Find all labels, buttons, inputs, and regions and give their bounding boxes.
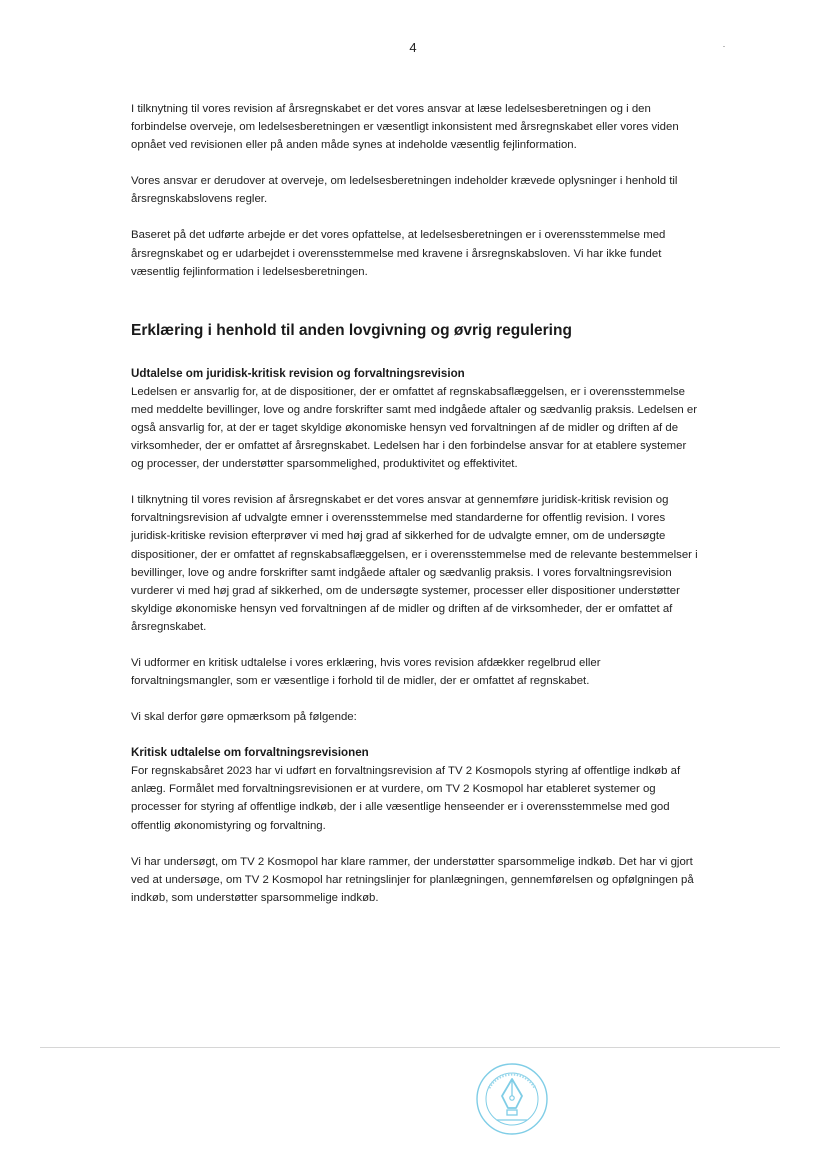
paragraph: Vi skal derfor gøre opmærksom på følgende: [131, 711, 357, 724]
paragraph: Vi udformer en kritisk udtalelse i vores erklæring, hvis vores revision afdækker regelbrud eller forvaltningsmangler, som er væsentlige i forhold til de midler, der er omfattet af regnskabet. [131, 656, 601, 688]
paragraph: I tilknytning til vores revision af årsregnskabet er det vores ansvar at læse ledelsesberetningen og i den forbindelse overveje, om ledelsesberetningen er væsentligt inkonsistent med årsregnskabet eller vores viden opnået ved revisionen eller på anden måde synes at indeholde væsentlig fejlinformation. [131, 103, 679, 152]
footer-divider [40, 1047, 780, 1048]
paragraph: For regnskabsåret 2023 har vi udført en forvaltningsrevision af TV 2 Kosmopols styring af offentlige indkøb af anlæg. Formålet med forvaltningsrevisionen er at vurdere, om TV 2 Kosmopol har etableret systemer og processer for styring af offentlige indkøb, der i alle væsentlige henseender er i overensstemmelse med god offentlig økonomistyring og forvaltning. [131, 765, 681, 832]
scan-speck [723, 46, 725, 47]
paragraph: I tilknytning til vores revision af årsregnskabet er det vores ansvar at gennemføre juridisk-kritisk revision og forvaltningsrevision af udvalgte emner i overensstemmelse med standarderne for offentlig revision. I vores juridisk-kritiske revision efterprøver vi med høj grad af sikkerhed for de udvalgte emner, om de undersøgte dispositioner, der er omfattet af regnskabsaflæggelsen, er i overensstemmelse med de relevante bestemmelser i bevillinger, love og andre forskrifter samt indgåede aftaler og sædvanlig praksis. I vores forvaltningsrevision vurderer vi med høj grad af sikkerhed, om de undersøgte systemer, processer eller dispositioner understøtter skyldige økonomiske hensyn ved forvaltningen af de midler og driften af de virksomheder, der er omfattet af årsregnskabet. [131, 494, 698, 633]
subheading: Kritisk udtalelse om forvaltningsrevisionen [131, 746, 369, 760]
page-number: 4 [409, 40, 417, 55]
subheading: Udtalelse om juridisk-kritisk revision og forvaltningsrevision [131, 366, 465, 380]
paragraph: Vi har undersøgt, om TV 2 Kosmopol har klare rammer, der understøtter sparsommelige indkøb. Det har vi gjort ved at undersøge, om TV 2 Kosmopol har retningslinjer for planlægningen, gennemførelsen og opfølgningen på indkøb, som understøtter sparsommelige indkøb. [131, 855, 694, 904]
paragraph: Ledelsen er ansvarlig for, at de dispositioner, der er omfattet af regnskabsaflæggelsen, er i overensstemmelse med meddelte bevillinger, love og andre forskrifter samt med indgåede aftaler og sædvanlig praksis. Ledelsen er også ansvarlig for, at der er taget skyldige økonomiske hensyn ved forvaltningen af de midler og driften af de virksomheder, der er omfattet af årsregnskabet. Ledelsen har i den forbindelse ansvar for at etablere systemer og processer, der understøtter sparsommelighed, produktivitet og effektivitet. [131, 385, 698, 471]
section-heading: Erklæring i henhold til anden lovgivning og øvrig regulering [131, 321, 572, 339]
certification-seal-icon [475, 1062, 549, 1136]
paragraph: Baseret på det udførte arbejde er det vores opfattelse, at ledelsesberetningen er i overensstemmelse med årsregnskabet og er udarbejdet i overensstemmelse med kravene i årsregnskabsloven. Vi har ikke fundet væsentlig fejlinformation i ledelsesberetningen. [131, 229, 666, 278]
document-body [131, 100, 699, 907]
paragraph: Vores ansvar er derudover at overveje, om ledelsesberetningen indeholder krævede oplysninger i henhold til årsregnskabslovens regler. [131, 175, 678, 206]
